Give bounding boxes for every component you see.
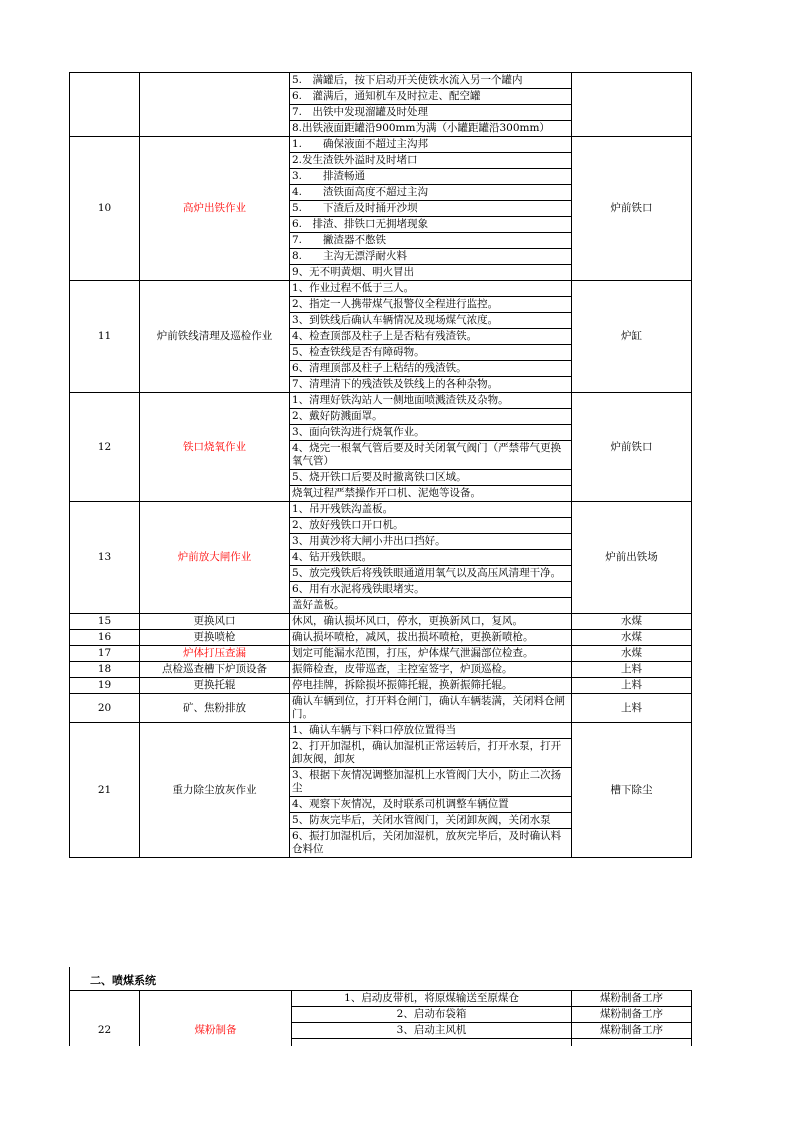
- location: 水煤: [572, 630, 692, 646]
- step-text: 5、检查铁线是否有障碍物。: [290, 345, 572, 361]
- step-text: 确认损坏喷枪，减风，拔出损坏喷枪，更换新喷枪。: [290, 630, 572, 646]
- empty-cell: [292, 1039, 572, 1047]
- item-number: 18: [70, 662, 140, 678]
- step-text: 4、烧完一根氧气管后要及时关闭氧气阀门（严禁带气更换氧气管）: [290, 441, 572, 470]
- location: [572, 73, 692, 137]
- step-text: 划定可能漏水范围，打压，炉体煤气泄漏部位检查。: [290, 646, 572, 662]
- step-text: 确认车辆到位，打开料仓闸门，确认车辆装满，关闭料仓闸门。: [290, 694, 572, 723]
- item-number: 11: [70, 281, 140, 393]
- item-number: 10: [70, 137, 140, 281]
- section-heading: [69, 967, 692, 990]
- location: 煤粉制备工序: [572, 991, 692, 1007]
- step-text: 5. 下渣后及时捅开沙坝: [290, 201, 572, 217]
- step-text: 1、清理好铁沟站人一侧地面喷溅渣铁及杂物。: [290, 393, 572, 409]
- location: 水煤: [572, 646, 692, 662]
- step-text: 2、戴好防溅面罩。: [290, 409, 572, 425]
- item-number: 13: [70, 502, 140, 614]
- coal-injection-table: [69, 990, 692, 1046]
- step-text: 停电挂牌，拆除损坏振筛托辊，换新振筛托辊。: [290, 678, 572, 694]
- step-text: 烧氧过程严禁操作开口机、泥炮等设备。: [290, 486, 572, 502]
- location: 槽下除尘: [572, 723, 692, 858]
- step-text: 1、启动皮带机，将原煤输送至原煤仓: [292, 991, 572, 1007]
- step-text: 9、无不明黄烟、明火冒出: [290, 265, 572, 281]
- item-number: [70, 73, 140, 137]
- step-text: 5、防灰完毕后，关闭水管阀门，关闭卸灰阀，关闭水泵: [290, 813, 572, 829]
- operation-name: 重力除尘放灰作业: [140, 723, 290, 858]
- step-text: 2.发生渣铁外溢时及时堵口: [290, 153, 572, 169]
- operation-name: 煤粉制备: [140, 991, 292, 1047]
- operation-name: [140, 73, 290, 137]
- step-text: 4、钻开残铁眼。: [290, 550, 572, 566]
- location: 炉前出铁场: [572, 502, 692, 614]
- item-number: 12: [70, 393, 140, 502]
- operation-name: 点检巡查槽下炉顶设备: [140, 662, 290, 678]
- operation-name: 铁口烧氧作业: [140, 393, 290, 502]
- table-row: [70, 630, 692, 646]
- step-text: 4、观察下灰情况，及时联系司机调整车辆位置: [290, 797, 572, 813]
- item-number: 16: [70, 630, 140, 646]
- step-text: 5、烧开铁口后要及时撤离铁口区域。: [290, 470, 572, 486]
- step-text: 6、用有水泥将残铁眼堵实。: [290, 582, 572, 598]
- operation-name: 更换喷枪: [140, 630, 290, 646]
- item-number: 22: [70, 991, 140, 1047]
- operation-name: 炉前放大闸作业: [140, 502, 290, 614]
- step-text: 2、指定一人携带煤气报警仪全程进行监控。: [290, 297, 572, 313]
- item-number: 20: [70, 694, 140, 723]
- step-text: 休风，确认损坏风口，停水，更换新风口，复风。: [290, 614, 572, 630]
- operation-name: 矿、焦粉排放: [140, 694, 290, 723]
- step-text: 振筛检查，皮带巡查，主控室签字，炉顶巡检。: [290, 662, 572, 678]
- table-row: [70, 502, 692, 518]
- step-text: 7. 撇渣器不憋铁: [290, 233, 572, 249]
- step-text: 8. 主沟无漂浮耐火料: [290, 249, 572, 265]
- step-text: 7. 出铁中发现溜罐及时处理: [290, 105, 572, 121]
- safety-operations-table: [69, 72, 692, 858]
- operation-name: 更换托辊: [140, 678, 290, 694]
- item-number: 17: [70, 646, 140, 662]
- step-text: 5、放完残铁后将残铁眼通道用氧气以及高压风清理干净。: [290, 566, 572, 582]
- operation-name: 更换风口: [140, 614, 290, 630]
- location: 煤粉制备工序: [572, 1007, 692, 1023]
- step-text: 3、到铁线后确认车辆情况及现场煤气浓度。: [290, 313, 572, 329]
- table-row: [70, 678, 692, 694]
- location: 水煤: [572, 614, 692, 630]
- location: 煤粉制备工序: [572, 1023, 692, 1039]
- location: 炉前铁口: [572, 393, 692, 502]
- empty-cell: [572, 1039, 692, 1047]
- location: 上料: [572, 694, 692, 723]
- step-text: 6. 排渣、排铁口无拥堵现象: [290, 217, 572, 233]
- step-text: 2、打开加湿机，确认加湿机正常运转后，打开水泵，打开卸灰阀，卸灰: [290, 739, 572, 768]
- step-text: 1、吊开残铁沟盖板。: [290, 502, 572, 518]
- location: 炉前铁口: [572, 137, 692, 281]
- table-row: [70, 73, 692, 89]
- table-row: [70, 614, 692, 630]
- table-row: [70, 991, 692, 1007]
- table-row: [70, 646, 692, 662]
- location: 上料: [572, 678, 692, 694]
- table-row: [70, 694, 692, 723]
- item-number: 15: [70, 614, 140, 630]
- item-number: 21: [70, 723, 140, 858]
- step-text: 4. 渣铁面高度不超过主沟: [290, 185, 572, 201]
- operation-name: 高炉出铁作业: [140, 137, 290, 281]
- step-text: 3. 排渣畅通: [290, 169, 572, 185]
- table-row: [70, 393, 692, 409]
- step-text: 1. 确保液面不超过主沟邦: [290, 137, 572, 153]
- step-text: 2、放好残铁口开口机。: [290, 518, 572, 534]
- step-text: 3、启动主风机: [292, 1023, 572, 1039]
- table-row: [70, 281, 692, 297]
- step-text: 1、作业过程不低于三人。: [290, 281, 572, 297]
- step-text: 3、根据下灰情况调整加湿机上水管阀门大小，防止二次扬尘: [290, 768, 572, 797]
- step-text: 6、清理顶部及柱子上粘结的残渣铁。: [290, 361, 572, 377]
- table-clip: [0, 990, 793, 1046]
- item-number: 19: [70, 678, 140, 694]
- step-text: 7、清理清下的残渣铁及铁线上的各种杂物。: [290, 377, 572, 393]
- table-row: [70, 137, 692, 153]
- step-text: 3、用黄沙将大闸小井出口挡好。: [290, 534, 572, 550]
- location: 上料: [572, 662, 692, 678]
- location: 炉缸: [572, 281, 692, 393]
- step-text: 6、振打加湿机后，关闭加湿机，放灰完毕后，及时确认料仓料位: [290, 829, 572, 858]
- step-text: 3、面向铁沟进行烧氧作业。: [290, 425, 572, 441]
- step-text: 盖好盖板。: [290, 598, 572, 614]
- step-text: 8.出铁液面距罐沿900mm为满（小罐距罐沿300mm）: [290, 121, 572, 137]
- step-text: 5. 满罐后，按下启动开关使铁水流入另一个罐内: [290, 73, 572, 89]
- step-text: 6. 灌满后，通知机车及时拉走、配空罐: [290, 89, 572, 105]
- step-text: 4、检查顶部及柱子上是否粘有残渣铁。: [290, 329, 572, 345]
- operation-name: 炉体打压查漏: [140, 646, 290, 662]
- step-text: 1、确认车辆与下料口停放位置得当: [290, 723, 572, 739]
- operation-name: 炉前铁线清理及巡检作业: [140, 281, 290, 393]
- table-row: [70, 723, 692, 739]
- section-title: 二、喷煤系统: [90, 974, 156, 987]
- step-text: 2、启动布袋箱: [292, 1007, 572, 1023]
- table-row: [70, 662, 692, 678]
